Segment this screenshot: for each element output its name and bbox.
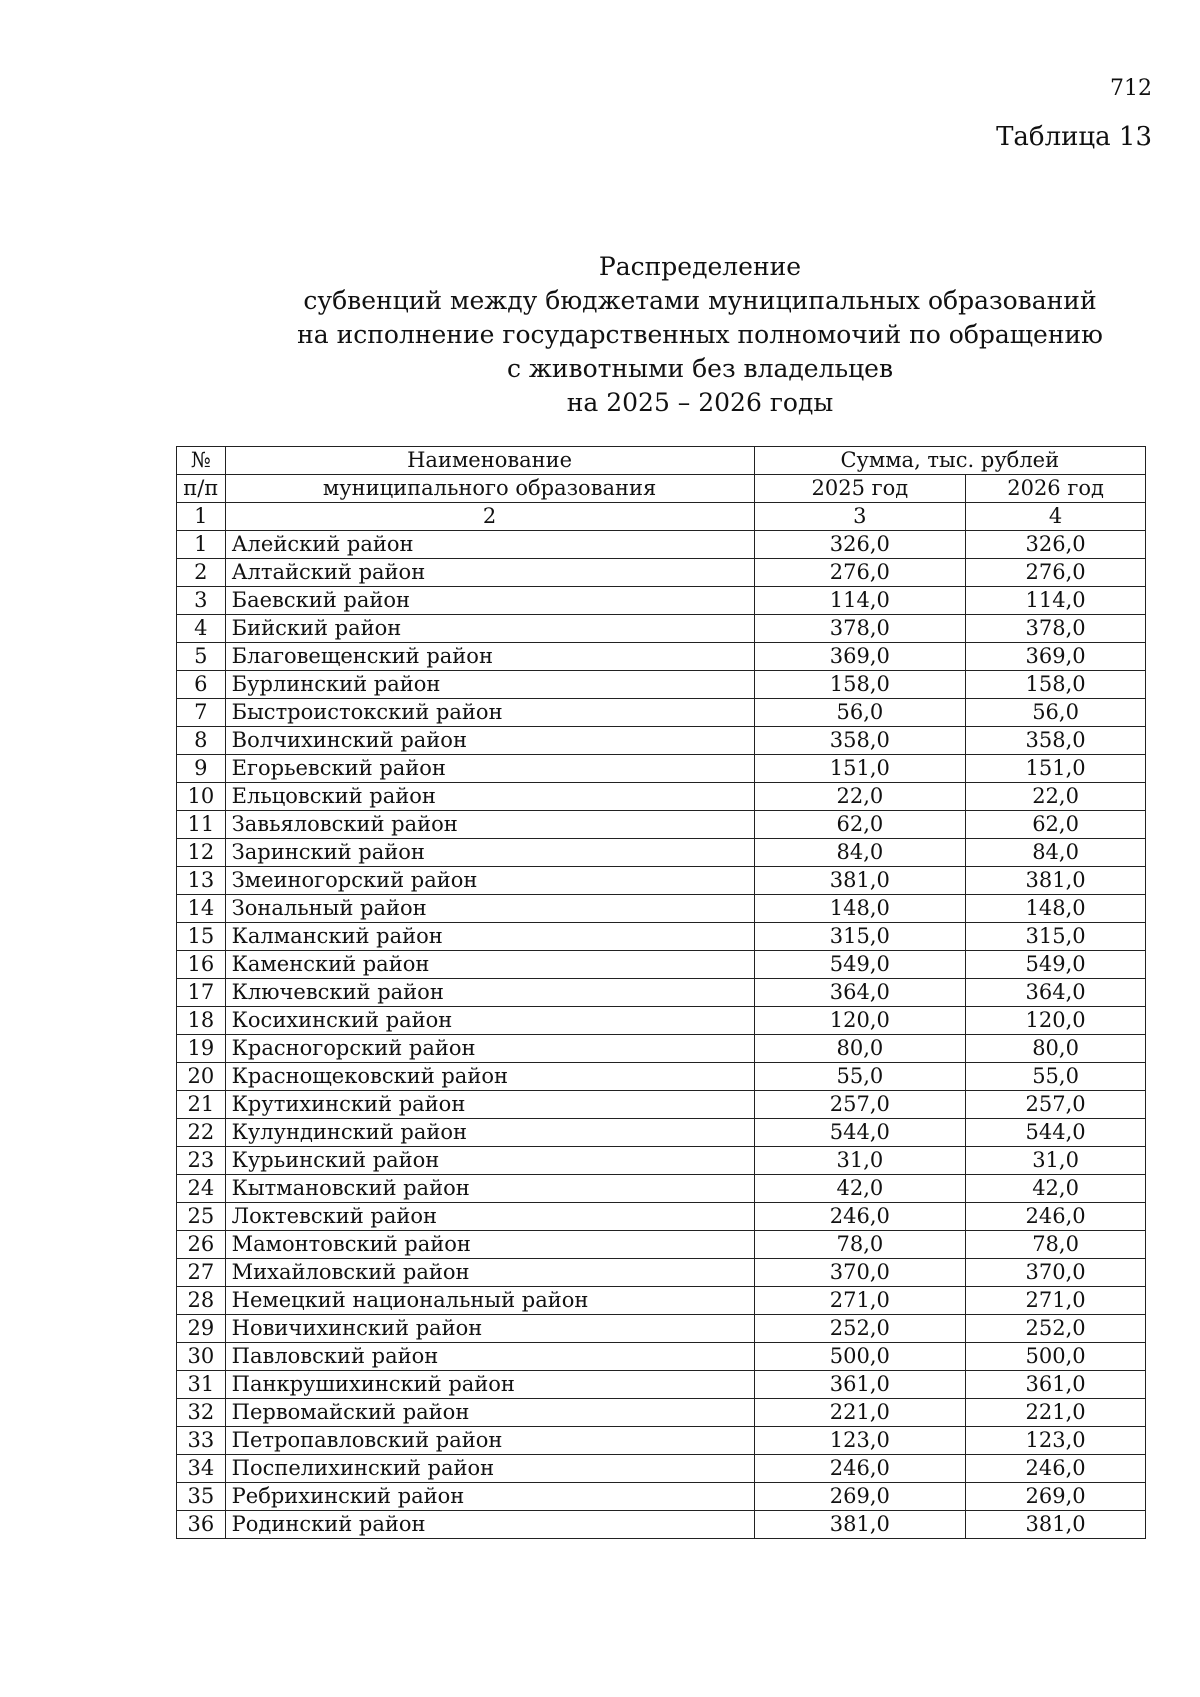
table-row (177, 727, 1146, 755)
title-line: с животными без владельцев (506, 354, 894, 383)
header-year-2026: 2026 год (966, 475, 1146, 503)
table-row (177, 643, 1146, 671)
amount-2026: 276,0 (966, 559, 1146, 587)
table-row (177, 1315, 1146, 1343)
amount-2026: 31,0 (966, 1147, 1146, 1175)
row-number: 32 (177, 1399, 226, 1427)
municipality-name: Поспелихинский район (225, 1455, 754, 1483)
table-row (177, 671, 1146, 699)
amount-2025: 84,0 (754, 839, 966, 867)
amount-2025: 78,0 (754, 1231, 966, 1259)
table-row (177, 1147, 1146, 1175)
municipality-name: Бурлинский район (225, 671, 754, 699)
title-line: Распределение (598, 252, 802, 281)
table-row (177, 587, 1146, 615)
amount-2025: 326,0 (754, 531, 966, 559)
table-row (177, 531, 1146, 559)
row-number: 35 (177, 1483, 226, 1511)
municipality-name: Заринский район (225, 839, 754, 867)
title-line: на исполнение государственных полномочий по обращению (297, 320, 1103, 349)
column-number: 2 (225, 503, 754, 531)
amount-2026: 120,0 (966, 1007, 1146, 1035)
row-number: 31 (177, 1371, 226, 1399)
table-row (177, 615, 1146, 643)
table-row (177, 867, 1146, 895)
amount-2026: 158,0 (966, 671, 1146, 699)
amount-2025: 246,0 (754, 1455, 966, 1483)
amount-2026: 123,0 (966, 1427, 1146, 1455)
table-row (177, 951, 1146, 979)
amount-2026: 221,0 (966, 1399, 1146, 1427)
table-row (177, 1371, 1146, 1399)
amount-2025: 544,0 (754, 1119, 966, 1147)
amount-2025: 246,0 (754, 1203, 966, 1231)
municipality-name: Ребрихинский район (225, 1483, 754, 1511)
row-number: 27 (177, 1259, 226, 1287)
row-number: 4 (177, 615, 226, 643)
amount-2025: 62,0 (754, 811, 966, 839)
amount-2026: 370,0 (966, 1259, 1146, 1287)
amount-2026: 148,0 (966, 895, 1146, 923)
amount-2026: 364,0 (966, 979, 1146, 1007)
table-row (177, 1203, 1146, 1231)
table-row (177, 1119, 1146, 1147)
header-num-line1: № (177, 447, 226, 475)
amount-2025: 56,0 (754, 699, 966, 727)
amount-2025: 55,0 (754, 1063, 966, 1091)
row-number: 1 (177, 531, 226, 559)
municipality-name: Первомайский район (225, 1399, 754, 1427)
document-title (290, 250, 1110, 420)
row-number: 34 (177, 1455, 226, 1483)
page-number: 712 (1110, 76, 1152, 101)
table-row (177, 1035, 1146, 1063)
municipality-name: Бийский район (225, 615, 754, 643)
municipality-name: Немецкий национальный район (225, 1287, 754, 1315)
amount-2026: 269,0 (966, 1483, 1146, 1511)
amount-2025: 151,0 (754, 755, 966, 783)
amount-2026: 151,0 (966, 755, 1146, 783)
row-number: 19 (177, 1035, 226, 1063)
amount-2025: 158,0 (754, 671, 966, 699)
header-name-line1: Наименование (225, 447, 754, 475)
amount-2025: 42,0 (754, 1175, 966, 1203)
amount-2026: 62,0 (966, 811, 1146, 839)
table-row (177, 1399, 1146, 1427)
amount-2025: 549,0 (754, 951, 966, 979)
header-num-line2: п/п (177, 475, 226, 503)
municipality-name: Павловский район (225, 1343, 754, 1371)
amount-2026: 246,0 (966, 1455, 1146, 1483)
table-row (177, 1091, 1146, 1119)
table-row (177, 1007, 1146, 1035)
table-row (177, 1231, 1146, 1259)
amount-2026: 315,0 (966, 923, 1146, 951)
column-number: 1 (177, 503, 226, 531)
amount-2025: 31,0 (754, 1147, 966, 1175)
row-number: 24 (177, 1175, 226, 1203)
title-line: на 2025 – 2026 годы (566, 388, 834, 417)
table-row (177, 559, 1146, 587)
table-row (177, 1511, 1146, 1539)
amount-2026: 271,0 (966, 1287, 1146, 1315)
municipality-name: Крутихинский район (225, 1091, 754, 1119)
row-number: 8 (177, 727, 226, 755)
table-row (177, 1343, 1146, 1371)
amount-2026: 78,0 (966, 1231, 1146, 1259)
table-row (177, 979, 1146, 1007)
amount-2026: 56,0 (966, 699, 1146, 727)
row-number: 30 (177, 1343, 226, 1371)
table-row (177, 923, 1146, 951)
row-number: 26 (177, 1231, 226, 1259)
amount-2025: 500,0 (754, 1343, 966, 1371)
amount-2025: 364,0 (754, 979, 966, 1007)
row-number: 2 (177, 559, 226, 587)
amount-2026: 22,0 (966, 783, 1146, 811)
amount-2025: 315,0 (754, 923, 966, 951)
amount-2026: 42,0 (966, 1175, 1146, 1203)
subvention-table (176, 446, 1146, 1539)
table-row (177, 1063, 1146, 1091)
amount-2026: 381,0 (966, 1511, 1146, 1539)
municipality-name: Родинский район (225, 1511, 754, 1539)
row-number: 16 (177, 951, 226, 979)
municipality-name: Михайловский район (225, 1259, 754, 1287)
municipality-name: Мамонтовский район (225, 1231, 754, 1259)
row-number: 23 (177, 1147, 226, 1175)
table-label: Таблица 13 (996, 122, 1152, 152)
row-number: 29 (177, 1315, 226, 1343)
column-number: 4 (966, 503, 1146, 531)
table-header (177, 447, 1146, 531)
amount-2025: 381,0 (754, 867, 966, 895)
municipality-name: Новичихинский район (225, 1315, 754, 1343)
amount-2026: 252,0 (966, 1315, 1146, 1343)
row-number: 5 (177, 643, 226, 671)
amount-2025: 252,0 (754, 1315, 966, 1343)
row-number: 17 (177, 979, 226, 1007)
municipality-name: Кытмановский район (225, 1175, 754, 1203)
amount-2025: 123,0 (754, 1427, 966, 1455)
column-number-row (177, 503, 1146, 531)
header-name-line2: муниципального образования (225, 475, 754, 503)
municipality-name: Быстроистокский район (225, 699, 754, 727)
municipality-name: Каменский район (225, 951, 754, 979)
row-number: 21 (177, 1091, 226, 1119)
row-number: 33 (177, 1427, 226, 1455)
amount-2025: 148,0 (754, 895, 966, 923)
amount-2026: 114,0 (966, 587, 1146, 615)
row-number: 15 (177, 923, 226, 951)
municipality-name: Волчихинский район (225, 727, 754, 755)
amount-2026: 378,0 (966, 615, 1146, 643)
municipality-name: Ельцовский район (225, 783, 754, 811)
row-number: 22 (177, 1119, 226, 1147)
amount-2025: 369,0 (754, 643, 966, 671)
amount-2025: 269,0 (754, 1483, 966, 1511)
row-number: 14 (177, 895, 226, 923)
table-row (177, 895, 1146, 923)
municipality-name: Красногорский район (225, 1035, 754, 1063)
column-number: 3 (754, 503, 966, 531)
amount-2025: 114,0 (754, 587, 966, 615)
amount-2025: 358,0 (754, 727, 966, 755)
amount-2026: 55,0 (966, 1063, 1146, 1091)
row-number: 28 (177, 1287, 226, 1315)
amount-2025: 361,0 (754, 1371, 966, 1399)
amount-2026: 549,0 (966, 951, 1146, 979)
row-number: 11 (177, 811, 226, 839)
table-row (177, 1483, 1146, 1511)
row-number: 12 (177, 839, 226, 867)
municipality-name: Калманский район (225, 923, 754, 951)
municipality-name: Курьинский район (225, 1147, 754, 1175)
table-row (177, 811, 1146, 839)
amount-2025: 276,0 (754, 559, 966, 587)
amount-2025: 378,0 (754, 615, 966, 643)
title-line: субвенций между бюджетами муниципальных образований (303, 286, 1097, 315)
row-number: 25 (177, 1203, 226, 1231)
municipality-name: Алейский район (225, 531, 754, 559)
municipality-name: Егорьевский район (225, 755, 754, 783)
municipality-name: Краснощековский район (225, 1063, 754, 1091)
amount-2026: 544,0 (966, 1119, 1146, 1147)
amount-2026: 246,0 (966, 1203, 1146, 1231)
amount-2025: 271,0 (754, 1287, 966, 1315)
table-row (177, 1455, 1146, 1483)
row-number: 20 (177, 1063, 226, 1091)
amount-2025: 120,0 (754, 1007, 966, 1035)
row-number: 9 (177, 755, 226, 783)
table-row (177, 839, 1146, 867)
municipality-name: Панкрушихинский район (225, 1371, 754, 1399)
municipality-name: Петропавловский район (225, 1427, 754, 1455)
row-number: 36 (177, 1511, 226, 1539)
table-row (177, 699, 1146, 727)
municipality-name: Косихинский район (225, 1007, 754, 1035)
table-row (177, 1175, 1146, 1203)
municipality-name: Локтевский район (225, 1203, 754, 1231)
table-row (177, 1287, 1146, 1315)
amount-2025: 221,0 (754, 1399, 966, 1427)
amount-2026: 84,0 (966, 839, 1146, 867)
row-number: 6 (177, 671, 226, 699)
amount-2026: 80,0 (966, 1035, 1146, 1063)
municipality-name: Алтайский район (225, 559, 754, 587)
amount-2025: 370,0 (754, 1259, 966, 1287)
municipality-name: Зональный район (225, 895, 754, 923)
municipality-name: Благовещенский район (225, 643, 754, 671)
municipality-name: Ключевский район (225, 979, 754, 1007)
amount-2026: 500,0 (966, 1343, 1146, 1371)
amount-2026: 326,0 (966, 531, 1146, 559)
amount-2025: 80,0 (754, 1035, 966, 1063)
table-row (177, 1427, 1146, 1455)
amount-2025: 381,0 (754, 1511, 966, 1539)
amount-2026: 361,0 (966, 1371, 1146, 1399)
table-row (177, 783, 1146, 811)
amount-2025: 257,0 (754, 1091, 966, 1119)
amount-2026: 381,0 (966, 867, 1146, 895)
table-body (177, 531, 1146, 1539)
municipality-name: Баевский район (225, 587, 754, 615)
amount-2025: 22,0 (754, 783, 966, 811)
table-row (177, 1259, 1146, 1287)
amount-2026: 369,0 (966, 643, 1146, 671)
amount-2026: 257,0 (966, 1091, 1146, 1119)
row-number: 10 (177, 783, 226, 811)
header-year-2025: 2025 год (754, 475, 966, 503)
header-sum: Сумма, тыс. рублей (754, 447, 1145, 475)
row-number: 7 (177, 699, 226, 727)
municipality-name: Кулундинский район (225, 1119, 754, 1147)
row-number: 18 (177, 1007, 226, 1035)
row-number: 3 (177, 587, 226, 615)
municipality-name: Завьяловский район (225, 811, 754, 839)
municipality-name: Змеиногорский район (225, 867, 754, 895)
row-number: 13 (177, 867, 226, 895)
table-row (177, 755, 1146, 783)
amount-2026: 358,0 (966, 727, 1146, 755)
